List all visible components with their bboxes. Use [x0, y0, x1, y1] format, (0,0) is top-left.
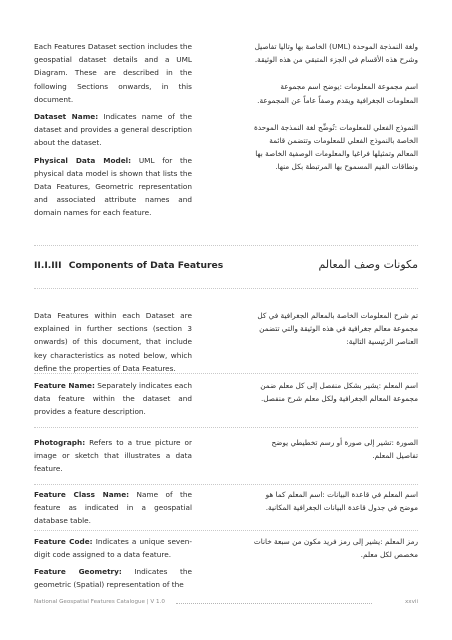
components-intro-text: Data Features within each Dataset are explained in further sections (section 3 onwards) of this document, that include key characteristics as noted below, which define the properties of Data Features. [34, 311, 192, 373]
feature-class-text: Name of the feature as indicated in a geospatial database table. [34, 490, 192, 526]
feature-class-paragraph [34, 488, 192, 528]
divider [34, 484, 418, 485]
feature-name-label: Feature Name: [34, 381, 95, 390]
feature-geometry-paragraph [34, 565, 192, 591]
feature-name-row-ar: اسم المعلم :يشير بشكل منفصل إلى كل معلم ضمن مجموعة المعالم الجغرافية ولكل معلم شرح منفصل. [260, 381, 418, 404]
feature-code-label: Feature Code: [34, 537, 93, 546]
feature-code-text: Indicates a unique seven-digit code assigned to a data feature. [34, 537, 192, 560]
photograph-text: Refers to a true picture or image or sketch that illustrates a data feature. [34, 438, 192, 474]
dataset-name-paragraph-ar: اسم مجموعة المعلومات :يوضح اسم مجموعة المعلومات الجغرافية ويقدم وصفاً عاماً عن المجموعة. [257, 82, 418, 105]
section-title-ar: مكونات وصف المعالم [318, 258, 418, 271]
intro-en-column [34, 40, 192, 220]
photograph-label: Photograph: [34, 438, 86, 447]
intro-paragraph-ar: ولغة النمذجة الموحدة (UML) الخاصة بها وتاليا تفاصيل وشرح هذه الأقسام في الجزء المتبقي من هذه الوثيقة. [254, 42, 418, 65]
components-intro-en [34, 309, 192, 375]
feature-geometry-text: Indicates the geometric (Spatial) representation of the [34, 567, 192, 590]
feature-class-row-en [34, 488, 192, 528]
physical-model-label: Physical Data Model: [34, 155, 132, 165]
feature-name-row-en [34, 379, 192, 419]
footer-title: National Geospatial Features Catalogue | V 1.0 [34, 599, 165, 605]
feature-name-text: Separately indicates each data feature within the dataset and provides a feature description. [34, 381, 192, 417]
divider [34, 427, 418, 428]
footer-dotted-leader [176, 603, 372, 604]
photograph-row-ar: الصورة :تشير إلى صورة أو رسم تخطيطي يوضح تفاصيل المعلم. [271, 438, 418, 461]
dataset-name-label: Dataset Name: [34, 112, 99, 122]
intro-paragraph: Each Features Dataset section includes the geospatial dataset details and a UML Diagram. These are described in the following Sections onwards, in this document. [34, 42, 192, 104]
feature-code-row-en [34, 535, 192, 561]
feature-code-paragraph [34, 535, 192, 561]
section-title-en [34, 260, 223, 271]
feature-name-paragraph [34, 379, 192, 419]
feature-geometry-row-en [34, 565, 192, 591]
section-title-text: Components of Data Features [68, 260, 224, 271]
divider [34, 288, 418, 289]
divider [34, 530, 418, 531]
intro-ar-column [248, 40, 418, 174]
components-intro-ar: تم شرح المعلومات الخاصة بالمعالم الجغرافية في كل مجموعة معالم جغرافية في هذه الوثيقة والتي تتضمن العناصر الرئيسية التالية: [257, 311, 418, 347]
physical-model-paragraph-ar: النموذج الفعلي للمعلومات :تُوضِّح لغة النمذجة الموحدة الخاصة بالنموذج الفعلي للمعلومات وتتضمن قائمة المعالم وتمثيلها فراغيا والمعلومات الوصفية الخاصة بها ونطاقات القيم المسموح بها المرتبطة بكل منها. [254, 122, 418, 172]
page-number: xxvii [404, 599, 418, 605]
feature-geometry-label: Feature Geometry: [34, 567, 122, 576]
photograph-row-en [34, 436, 192, 476]
feature-code-row-ar: رمز المعلم :يشير إلى رمز فريد مكون من سبعة خانات مخصص لكل معلم. [253, 537, 418, 560]
physical-model-paragraph [34, 154, 192, 220]
dataset-name-paragraph [34, 110, 192, 150]
feature-class-label: Feature Class Name: [34, 490, 130, 499]
physical-model-text: UML for the physical data model is shown that lists the Data Features, Geometric representation and associated attribute names and domain names for each feature. [34, 155, 193, 218]
section-number: II.I.III [34, 260, 62, 271]
photograph-paragraph [34, 436, 192, 476]
feature-class-row-ar: اسم المعلم في قاعدة البيانات :اسم المعلم كما هو موضح في جدول قاعدة البيانات الجغرافية المكانية. [265, 490, 418, 513]
dataset-name-text: Indicates name of the dataset and provides a general description about the dataset. [34, 112, 192, 148]
divider [34, 373, 418, 374]
divider [34, 245, 418, 246]
